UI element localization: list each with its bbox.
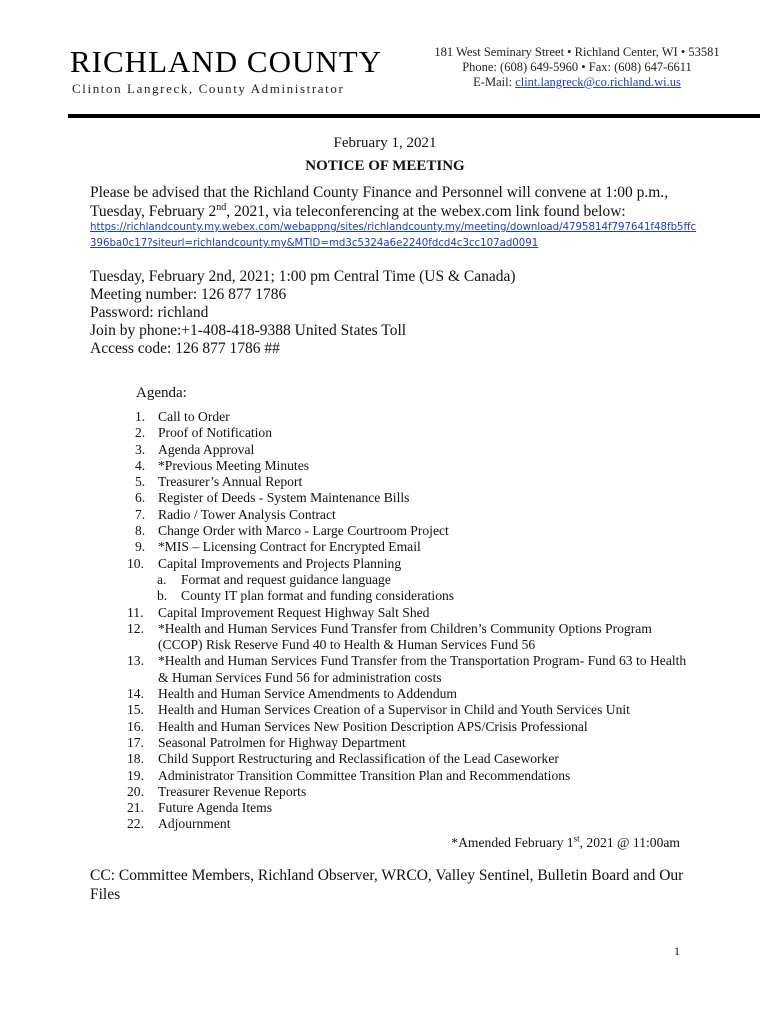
- amended-text-2: , 2021 @ 11:00am: [579, 835, 680, 850]
- contact-block: [412, 45, 742, 90]
- agenda-item: [127, 702, 695, 718]
- intro-superscript: nd: [216, 201, 227, 213]
- meeting-time: Tuesday, February 2nd, 2021; 1:00 pm Central Time (US & Canada): [90, 268, 516, 285]
- agenda-sublist-container: [135, 572, 695, 605]
- meeting-access-code: Access code: 126 877 1786 ##: [90, 340, 280, 357]
- agenda-item: [127, 783, 695, 800]
- agenda-item-text: Change Order with Marco - Large Courtroom Project: [158, 523, 449, 539]
- agenda-item-number: 13.: [127, 653, 144, 669]
- agenda-item-text: *MIS – Licensing Contract for Encrypted Email: [158, 539, 421, 555]
- agenda-item-text: Proof of Notification: [158, 425, 273, 441]
- agenda-item: [135, 409, 695, 425]
- amended-note: [451, 835, 680, 851]
- address: 181 West Seminary Street • Richland Center, WI • 53581: [434, 45, 720, 59]
- intro-text-2: , 2021, via teleconferencing at the webex.com link found below:: [226, 203, 626, 220]
- agenda-item-number: 10.: [127, 555, 144, 571]
- agenda-item: [127, 751, 695, 767]
- agenda-item: [127, 604, 695, 621]
- agenda-subitem-text: County IT plan format and funding considerations: [181, 588, 455, 604]
- agenda-item-number: 21.: [127, 800, 144, 816]
- intro-text-1: Please be advised that the Richland County Finance and Personnel will convene at 1:00 p.m., Tuesday, February 2: [90, 184, 669, 220]
- agenda-item-text: Health and Human Services Creation of a Supervisor in Child and Youth Services Unit: [158, 702, 630, 718]
- agenda-item-number: 16.: [127, 718, 144, 734]
- agenda-item-text: Call to Order: [158, 409, 230, 424]
- agenda-item: [127, 555, 695, 572]
- agenda-item-text: Capital Improvement Request Highway Salt Shed: [158, 604, 430, 620]
- agenda-item-text: Capital Improvements and Projects Planning: [158, 555, 402, 571]
- agenda-heading: Agenda:: [136, 385, 187, 401]
- agenda-item-text: Register of Deeds - System Maintenance Bills: [158, 490, 410, 506]
- agenda-item-number: 3.: [135, 441, 146, 457]
- agenda-item-text: *Health and Human Services Fund Transfer from Children’s Community Options Program (CCOP) Risk Reserve Fund 40 to Health & Human Services Fund 56: [158, 620, 652, 653]
- agenda-item-number: 12.: [127, 620, 144, 636]
- agenda-subitem: [135, 588, 695, 604]
- agenda-item: [135, 539, 695, 555]
- agenda-item-text: *Health and Human Services Fund Transfer from the Transportation Program- Fund 63 to Health & Human Services Fund 56 for administration costs: [158, 653, 687, 685]
- agenda-item: [127, 767, 695, 784]
- webex-link[interactable]: https://richlandcounty.my.webex.com/webappng/sites/richlandcounty.my/meeting/download/4795814f797641f48fb5ffc396ba0c17?siteurl=richlandcounty.my&MTID=md3c5324a6e2240fdcd4c3cc107ad0091: [90, 222, 697, 249]
- agenda-item-text: Treasurer’s Annual Report: [158, 474, 303, 490]
- agenda-item-number: 11.: [127, 604, 144, 620]
- agenda-item: [127, 653, 695, 686]
- amended-text-1: *Amended February 1: [451, 835, 574, 850]
- agenda-item-number: 1.: [135, 409, 146, 424]
- agenda-item-number: 20.: [127, 783, 144, 799]
- agenda-item: [127, 734, 695, 751]
- agenda-item-text: Child Support Restructuring and Reclassification of the Lead Caseworker: [158, 751, 559, 767]
- agenda-item-number: 17.: [127, 734, 144, 750]
- phone-fax: Phone: (608) 649-5960 • Fax: (608) 647-6611: [462, 60, 692, 74]
- agenda-item: [135, 458, 695, 474]
- cc-line: CC: Committee Members, Richland Observer, WRCO, Valley Sentinel, Bulletin Board and Our Files: [90, 867, 684, 903]
- agenda-subitem-text: Format and request guidance language: [181, 571, 391, 587]
- agenda-item: [127, 620, 695, 654]
- agenda-item: [135, 442, 695, 458]
- agenda-item-number: 19.: [127, 767, 144, 783]
- notice-date: February 1, 2021: [333, 135, 437, 151]
- agenda-subitem: [135, 572, 695, 588]
- agenda-item-number: 15.: [127, 702, 144, 718]
- intro-paragraph: [90, 183, 710, 221]
- agenda-item: [127, 816, 695, 832]
- agenda-item-number: 14.: [127, 686, 144, 702]
- agenda-item: [135, 523, 695, 539]
- agenda-item-number: 4.: [135, 457, 146, 473]
- notice-title: NOTICE OF MEETING: [305, 158, 465, 174]
- agenda-item-number: 9.: [135, 539, 146, 555]
- agenda-item-number: 5.: [135, 474, 146, 490]
- meeting-password: Password: richland: [90, 304, 209, 321]
- county-name: RICHLAND COUNTY: [70, 44, 383, 79]
- agenda-item-text: Agenda Approval: [158, 441, 255, 457]
- agenda-item-number: 6.: [135, 490, 146, 506]
- agenda-subitem-letter: b.: [157, 588, 168, 604]
- administrator-name: Clinton Langreck, County Administrator: [72, 81, 345, 96]
- agenda-list: [127, 409, 695, 833]
- agenda-item: [135, 425, 695, 441]
- meeting-number: Meeting number: 126 877 1786: [90, 286, 287, 303]
- agenda-subitem-letter: a.: [157, 571, 167, 587]
- email-line: [412, 75, 742, 90]
- agenda-item: [127, 686, 695, 702]
- agenda-item-text: Seasonal Patrolmen for Highway Department: [158, 734, 406, 750]
- amended-superscript: st: [573, 833, 580, 844]
- agenda-item-text: Treasurer Revenue Reports: [158, 783, 307, 799]
- meeting-phone: Join by phone:+1-408-418-9388 United States Toll: [90, 322, 407, 339]
- agenda-item-number: 2.: [135, 425, 146, 441]
- email-link[interactable]: clint.langreck@co.richland.wi.us: [515, 75, 681, 89]
- agenda-item: [127, 800, 695, 816]
- agenda-item-text: Adjournment: [158, 816, 231, 832]
- agenda-item: [127, 718, 695, 735]
- agenda-item-number: 7.: [135, 506, 146, 522]
- agenda-item: [135, 490, 695, 506]
- agenda-item-number: 8.: [135, 523, 146, 539]
- email-label: E-Mail:: [473, 75, 516, 89]
- agenda-sublist: [135, 572, 695, 605]
- agenda-item-text: Administrator Transition Committee Transition Plan and Recommendations: [158, 767, 571, 783]
- page-number: 1: [674, 944, 680, 958]
- agenda-item-text: Radio / Tower Analysis Contract: [158, 506, 336, 522]
- agenda-item-text: Health and Human Services New Position Description APS/Crisis Professional: [158, 718, 588, 734]
- agenda-item: [135, 474, 695, 490]
- agenda-item-number: 22.: [127, 816, 144, 832]
- agenda-item-text: *Previous Meeting Minutes: [158, 457, 310, 473]
- meeting-details: [90, 268, 516, 358]
- agenda-item-text: Future Agenda Items: [158, 800, 273, 816]
- agenda-item: [135, 507, 695, 523]
- agenda-item-text: Health and Human Service Amendments to Addendum: [158, 686, 458, 702]
- header-divider: [68, 114, 760, 118]
- agenda-item-number: 18.: [127, 751, 144, 767]
